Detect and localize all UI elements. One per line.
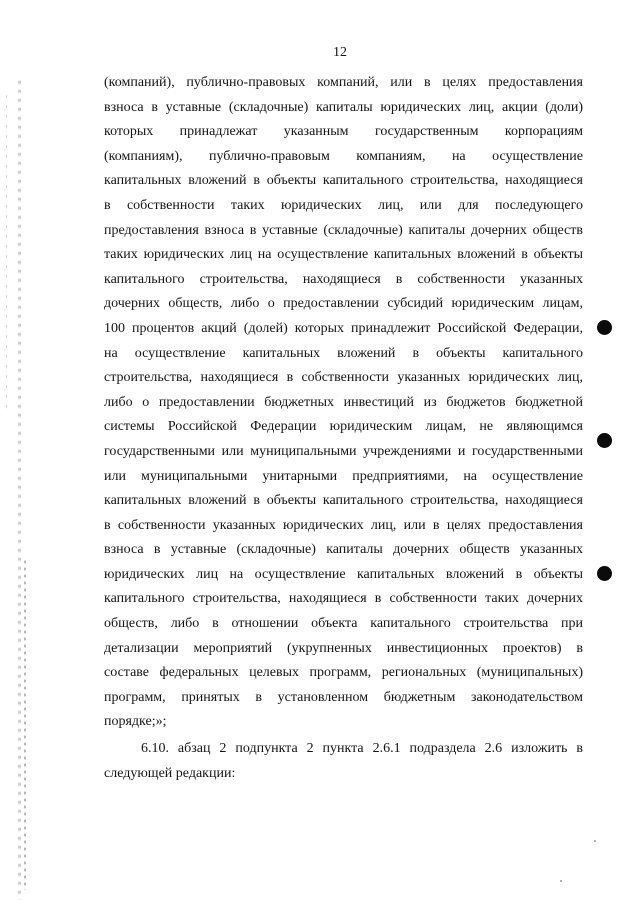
text-line: следующей редакции: [104,765,236,781]
text-line: в собственности таких юридических лиц, или для последующего [104,197,583,213]
text-line: системы Российской Федерации юридическим лицам, не являющимся [104,419,583,435]
text-line: которых принадлежат указанным государственным корпорациям [104,124,583,140]
text-line: в собственности указанных юридических лиц, или в целях предоставления [104,517,583,533]
text-line: обществ, либо в отношении объекта капитального строительства при [104,616,583,632]
text-line: капитального строительства, находящиеся в собственности таких дочерних [104,591,583,607]
punch-hole [597,320,612,335]
text-line: или муниципальными унитарными предприятиями, на осуществление [104,468,583,484]
body-text [104,71,583,786]
scan-speck [560,880,562,882]
text-line: порядке;»; [104,714,167,730]
text-line: 100 процентов акций (долей) которых принадлежит Российской Федерации, [104,320,583,336]
text-line: дочерних обществ, либо о предоставлении субсидий юридическим лицам, [104,296,583,312]
scan-speck [594,840,596,842]
paragraph-continuation [104,71,583,735]
paragraph-amendment [104,737,583,786]
text-line: капитальных вложений в объекты капитального строительства, находящиеся [104,173,583,189]
page-number: 12 [333,45,347,60]
text-line: на осуществление капитальных вложений в объекты капитального [104,345,583,361]
text-line: (компаний), публично-правовых компаний, или в целях предоставления [104,75,583,90]
text-line: таких юридических лиц на осуществление капитальных вложений в объекты [104,247,583,263]
text-line: государственными или муниципальными учреждениями и государственными [104,443,583,459]
text-line: либо о предоставлении бюджетных инвестиций из бюджетов бюджетной [104,394,583,410]
text-line: юридических лиц на осуществление капитальных вложений в объекты [104,566,583,582]
text-line: взноса в уставные (складочные) капиталы дочерних обществ указанных [104,542,583,558]
scan-edge-artifact [18,80,21,900]
text-line: программ, принятых в установленном бюджетным законодательством [104,689,583,705]
text-line: строительства, находящиеся в собственности указанных юридических лиц, [104,370,583,386]
text-line: капитальных вложений в объекты капитального строительства, находящиеся [104,493,583,509]
scan-edge-artifact [6,95,7,415]
text-line: детализации мероприятий (укрупненных инвестиционных проектов) в [104,640,583,656]
text-line: взноса в уставные (складочные) капиталы юридических лиц, акции (доли) [104,99,583,115]
punch-hole [597,566,612,581]
punch-hole [597,433,612,448]
text-line: капитального строительства, находящиеся в собственности указанных [104,271,583,287]
text-line: 6.10. абзац 2 подпункта 2 пункта 2.6.1 подраздела 2.6 изложить в [141,741,583,757]
scan-edge-artifact [24,560,26,890]
text-line: (компаниям), публично-правовым компаниям, на осуществление [104,148,583,164]
text-line: составе федеральных целевых программ, региональных (муниципальных) [104,665,583,681]
text-line: предоставления взноса в уставные (складочные) капиталы дочерних обществ [104,222,583,238]
